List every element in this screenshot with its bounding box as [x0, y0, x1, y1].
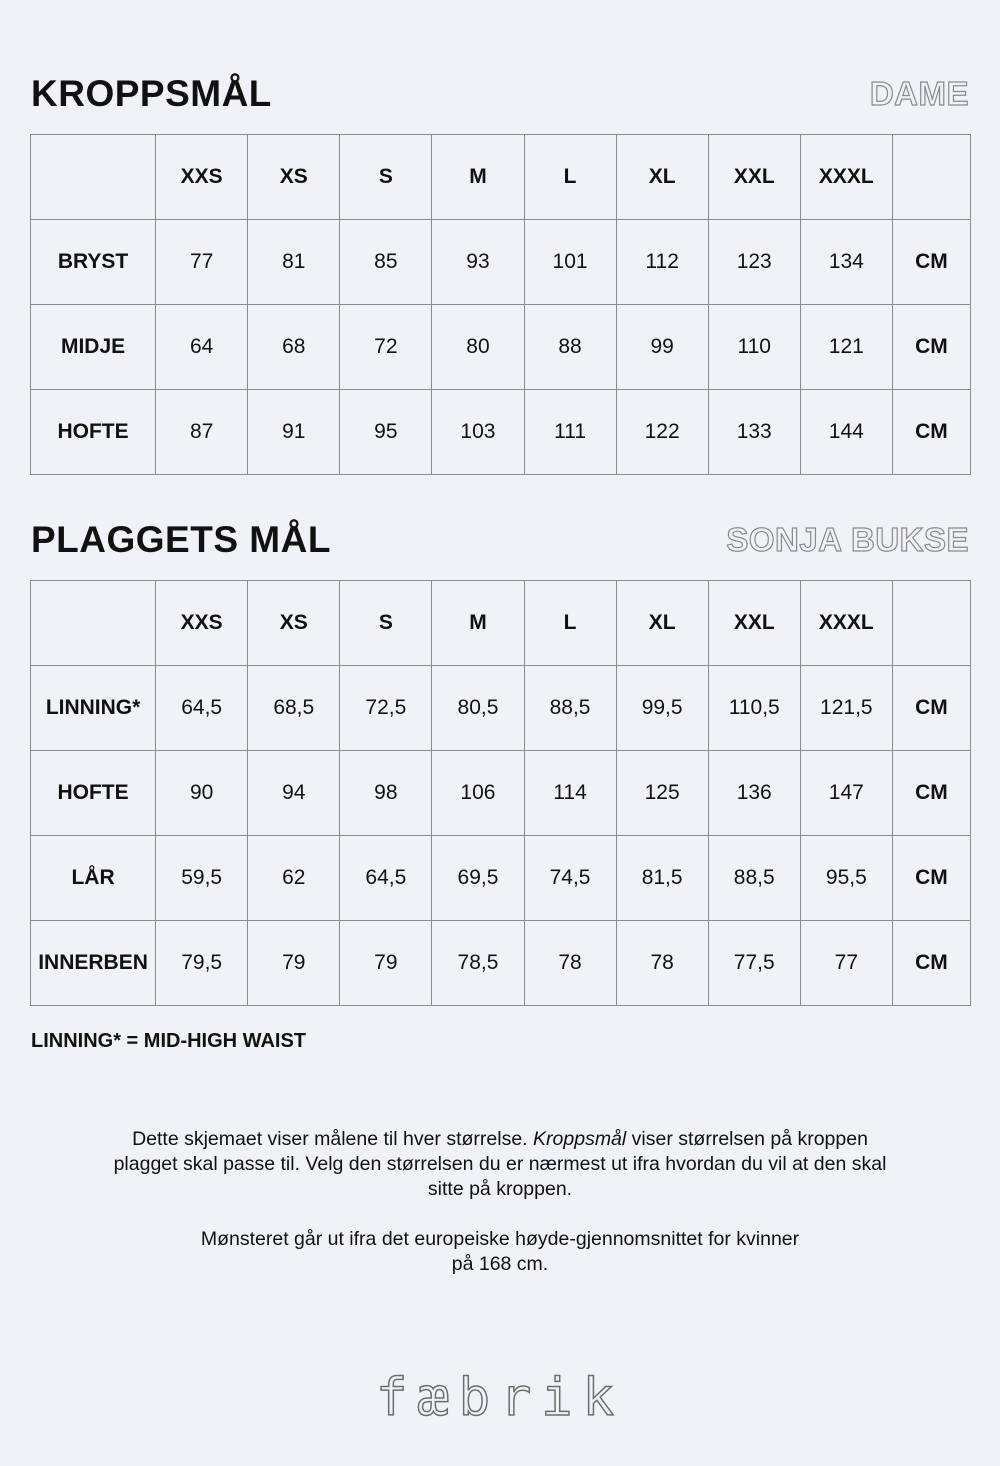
unit-cell: CM [892, 390, 970, 475]
measurement-value: 114 [524, 751, 616, 836]
size-header-row [31, 581, 971, 666]
body-measurements-title: KROPPSMÅL [31, 73, 272, 114]
measurement-value: 121 [800, 305, 892, 390]
brand-logo-text: fæbrik [376, 1368, 624, 1428]
measurement-row [31, 220, 971, 305]
size-header-cell: XL [616, 135, 708, 220]
measurement-row [31, 836, 971, 921]
measurement-label: INNERBEN [31, 921, 156, 1006]
description-paragraph-2: Mønsteret går ut ifra det europeiske høyde-gjennomsnittet for kvinner på 168 cm. [200, 1228, 800, 1275]
brand-logo [0, 1368, 1000, 1428]
size-header-cell: M [432, 135, 524, 220]
body-measurements-table [30, 134, 971, 475]
garment-measurements-title: PLAGGETS MÅL [31, 519, 331, 560]
measurement-value: 99,5 [616, 666, 708, 751]
unit-cell: CM [892, 666, 970, 751]
measurement-value: 110 [708, 305, 800, 390]
measurement-value: 94 [248, 751, 340, 836]
size-header-cell: S [340, 135, 432, 220]
measurement-row [31, 921, 971, 1006]
measurement-value: 110,5 [708, 666, 800, 751]
measurement-value: 134 [800, 220, 892, 305]
measurement-value: 88 [524, 305, 616, 390]
product-tag: SONJA BUKSE [726, 521, 969, 558]
size-header-cell: L [524, 135, 616, 220]
measurement-value: 77 [156, 220, 248, 305]
measurement-value: 136 [708, 751, 800, 836]
measurement-value: 98 [340, 751, 432, 836]
measurement-value: 59,5 [156, 836, 248, 921]
description-text-1: Dette skjemaet viser målene til hver størrelse. [132, 1128, 534, 1150]
measurement-value: 122 [616, 390, 708, 475]
measurement-value: 85 [340, 220, 432, 305]
measurement-value: 64 [156, 305, 248, 390]
size-header-cell: XXXL [800, 581, 892, 666]
measurement-value: 72,5 [340, 666, 432, 751]
unit-cell: CM [892, 921, 970, 1006]
measurement-value: 125 [616, 751, 708, 836]
measurement-value: 112 [616, 220, 708, 305]
header-corner-cell [31, 135, 156, 220]
measurement-value: 64,5 [340, 836, 432, 921]
measurement-value: 111 [524, 390, 616, 475]
measurement-value: 91 [248, 390, 340, 475]
measurement-value: 103 [432, 390, 524, 475]
description-paragraph-1 [100, 1127, 900, 1202]
size-header-cell: XXXL [800, 135, 892, 220]
unit-cell: CM [892, 836, 970, 921]
waistband-footnote: LINNING* = MID-HIGH WAIST [31, 1030, 306, 1052]
measurement-label: LINNING* [31, 666, 156, 751]
measurement-value: 74,5 [524, 836, 616, 921]
measurement-row [31, 751, 971, 836]
measurement-value: 79 [248, 921, 340, 1006]
measurement-value: 95 [340, 390, 432, 475]
header-corner-cell [31, 581, 156, 666]
measurement-value: 133 [708, 390, 800, 475]
measurement-value: 68 [248, 305, 340, 390]
unit-cell: CM [892, 305, 970, 390]
measurement-label: MIDJE [31, 305, 156, 390]
measurement-value: 78,5 [432, 921, 524, 1006]
measurement-row [31, 305, 971, 390]
measurement-row [31, 666, 971, 751]
measurement-row [31, 390, 971, 475]
measurement-value: 99 [616, 305, 708, 390]
measurement-value: 80,5 [432, 666, 524, 751]
measurement-value: 81,5 [616, 836, 708, 921]
size-header-cell: XXS [156, 135, 248, 220]
garment-measurements-table [30, 580, 971, 1006]
measurement-value: 79,5 [156, 921, 248, 1006]
measurement-value: 77,5 [708, 921, 800, 1006]
header-unit-cell [892, 135, 970, 220]
measurement-label: LÅR [31, 836, 156, 921]
measurement-value: 144 [800, 390, 892, 475]
measurement-value: 88,5 [524, 666, 616, 751]
size-header-cell: XS [248, 135, 340, 220]
measurement-value: 64,5 [156, 666, 248, 751]
measurement-value: 79 [340, 921, 432, 1006]
description-text-2: viser størrelsen på kroppen plagget skal passe til. Velg den størrelsen du er nærmest ut ifra hvordan du vil at den skal sitte på kroppen. [113, 1128, 887, 1200]
size-header-cell: XXL [708, 581, 800, 666]
size-header-cell: M [432, 581, 524, 666]
measurement-value: 62 [248, 836, 340, 921]
measurement-value: 78 [524, 921, 616, 1006]
measurement-label: BRYST [31, 220, 156, 305]
size-header-cell: XXL [708, 135, 800, 220]
size-header-cell: XXS [156, 581, 248, 666]
measurement-value: 77 [800, 921, 892, 1006]
measurement-label: HOFTE [31, 751, 156, 836]
measurement-value: 88,5 [708, 836, 800, 921]
measurement-value: 147 [800, 751, 892, 836]
size-header-cell: L [524, 581, 616, 666]
measurement-value: 90 [156, 751, 248, 836]
size-header-cell: XL [616, 581, 708, 666]
size-header-row [31, 135, 971, 220]
measurement-value: 95,5 [800, 836, 892, 921]
measurement-value: 93 [432, 220, 524, 305]
unit-cell: CM [892, 751, 970, 836]
measurement-value: 121,5 [800, 666, 892, 751]
header-unit-cell [892, 581, 970, 666]
measurement-value: 101 [524, 220, 616, 305]
measurement-value: 87 [156, 390, 248, 475]
measurement-value: 69,5 [432, 836, 524, 921]
measurement-value: 68,5 [248, 666, 340, 751]
gender-tag: DAME [869, 75, 969, 112]
measurement-label: HOFTE [31, 390, 156, 475]
measurement-value: 81 [248, 220, 340, 305]
unit-cell: CM [892, 220, 970, 305]
measurement-value: 78 [616, 921, 708, 1006]
measurement-value: 72 [340, 305, 432, 390]
measurement-value: 106 [432, 751, 524, 836]
size-header-cell: XS [248, 581, 340, 666]
size-header-cell: S [340, 581, 432, 666]
measurement-value: 123 [708, 220, 800, 305]
description-emphasis: Kroppsmål [533, 1128, 627, 1150]
measurement-value: 80 [432, 305, 524, 390]
